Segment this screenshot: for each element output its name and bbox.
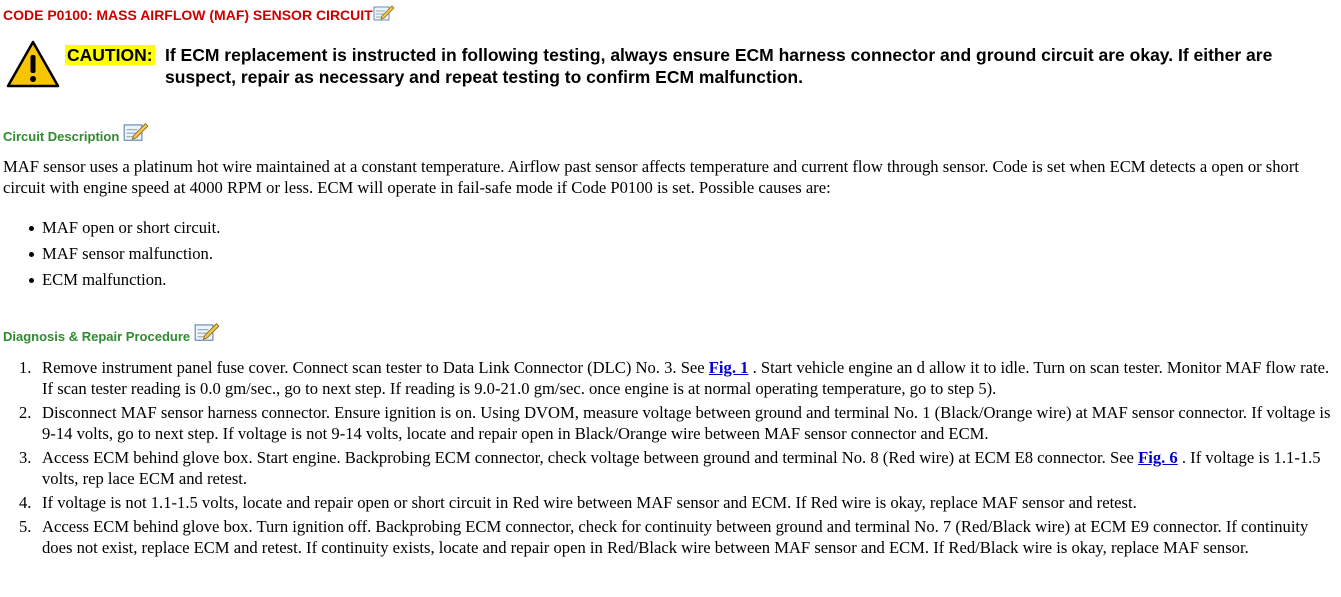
step-number: 1.	[19, 358, 32, 377]
procedure-step	[0, 447, 1332, 489]
procedure-step	[0, 402, 1332, 444]
step-number: 5.	[19, 517, 32, 536]
caution-label: CAUTION:	[67, 45, 153, 65]
step-text: . Start vehicle engine an d allow it to idle. Turn on scan tester. Monitor MAF flow rate. If scan tester reading is 0.0 gm/sec., go to next step. If reading is 9.0-21.0 gm/sec. once engine is at normal operating temperature, go to step 5).	[42, 358, 1330, 398]
step-number: 3.	[19, 448, 32, 467]
page-title	[3, 4, 395, 25]
step-text: Access ECM behind glove box. Turn ignition off. Backprobing ECM connector, check for continuity between ground and terminal No. 7 (Red/Black wire) at ECM E9 connector. If continuity does not exist, replace ECM and retest. If continuity exists, locate and repair open in Red/Black wire between MAF sensor and ECM. If Red/Black wire is okay, replace MAF sensor.	[42, 517, 1309, 557]
list-item: ECM malfunction.	[0, 269, 220, 295]
procedure-step	[0, 492, 1332, 513]
figure-link[interactable]: Fig. 6	[1138, 448, 1178, 467]
step-text: Access ECM behind glove box. Start engine. Backprobing ECM connector, check voltage between ground and terminal No. 8 (Red wire) at ECM E8 connector. See	[42, 448, 1139, 467]
procedure-step	[0, 516, 1332, 558]
edit-note-icon[interactable]	[194, 321, 220, 346]
procedure-step	[0, 357, 1332, 399]
step-text: Disconnect MAF sensor harness connector. Ensure ignition is on. Using DVOM, measure voltage between ground and terminal No. 1 (Black/Orange wire) at MAF sensor connector. If voltage is 9-14 volts, go to next step. If voltage is not 9-14 volts, locate and repair open in Black/Orange wire between MAF sensor connector and ECM.	[42, 403, 1331, 443]
section-heading-text: Circuit Description	[3, 129, 120, 144]
list-item: MAF open or short circuit.	[0, 217, 220, 243]
section-heading-circuit-description	[3, 121, 149, 146]
edit-note-icon[interactable]	[373, 4, 395, 25]
step-text: . If voltage is 1.1-1.5 volts, rep lace ECM and retest.	[42, 448, 1321, 488]
step-text: Remove instrument panel fuse cover. Connect scan tester to Data Link Connector (DLC) No. 3. See	[42, 358, 709, 377]
list-item: MAF sensor malfunction.	[0, 243, 220, 269]
caution-body: If ECM replacement is instructed in following testing, always ensure ECM harness connector and ground circuit are okay. If either are suspect, repair as necessary and repeat testing to confirm ECM malfunction.	[165, 45, 1273, 87]
edit-note-icon[interactable]	[123, 121, 149, 146]
section-heading-text: Diagnosis & Repair Procedure	[3, 329, 191, 344]
step-number: 2.	[19, 403, 32, 422]
circuit-description-paragraph: MAF sensor uses a platinum hot wire maintained at a constant temperature. Airflow past sensor affects temperature and current flow through sensor. Code is set when ECM detects a open or short circuit with engine speed at 4000 RPM or less. ECM will operate in fail-safe mode if Code P0100 is set. Possible causes are:	[3, 157, 1299, 197]
figure-link[interactable]: Fig. 1	[708, 358, 749, 377]
step-number: 4.	[19, 493, 32, 512]
warning-triangle-icon	[6, 40, 60, 93]
section-heading-diagnosis	[3, 321, 220, 346]
procedure-steps-list	[0, 357, 1341, 561]
possible-causes-list	[0, 217, 220, 295]
caution-text	[65, 44, 1335, 87]
page-title-text: CODE P0100: MASS AIRFLOW (MAF) SENSOR CIRCUIT	[3, 7, 373, 23]
step-text: If voltage is not 1.1-1.5 volts, locate and repair open or short circuit in Red wire between MAF sensor and ECM. If Red wire is okay, replace MAF sensor and retest.	[42, 493, 1137, 512]
